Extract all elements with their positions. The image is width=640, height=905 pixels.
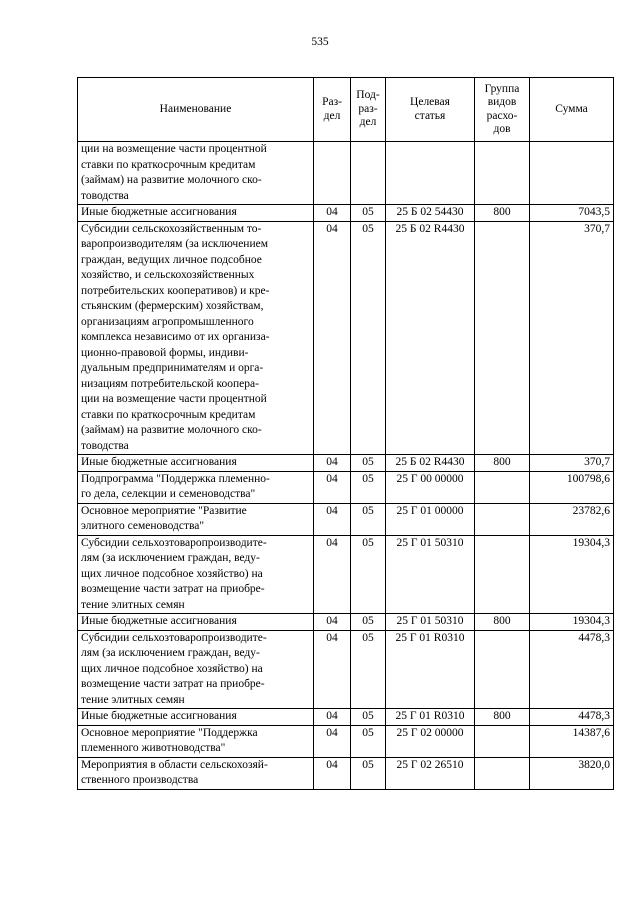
name-line: Субсидии сельхозтоваропроизводите-: [81, 536, 267, 549]
name-line: ции на возмещение части процентной: [81, 143, 267, 155]
name-line: Субсидии сельхозтоваропроизводите-: [81, 631, 267, 644]
table-row: [78, 221, 614, 455]
cell-target-article: 25 Г 02 00000: [386, 725, 475, 757]
cell-subsection: 05: [351, 221, 386, 455]
cell-expense-group: 800: [475, 614, 530, 631]
cell-name: [78, 630, 314, 709]
name-line: дуальным предпринимателям и орга-: [81, 362, 264, 374]
table-row: [78, 205, 614, 222]
header-name: Наименование: [78, 78, 314, 142]
cell-expense-group: [475, 757, 530, 789]
cell-section: 04: [314, 221, 351, 455]
name-line: ционно-правовой формы, индиви-: [81, 346, 249, 359]
name-line: лям (за исключением граждан, веду-: [81, 647, 260, 659]
page-number: 535: [311, 36, 329, 48]
table-row: [78, 630, 614, 709]
cell-subsection: 05: [351, 725, 386, 757]
cell-expense-group: [475, 725, 530, 757]
cell-name: [78, 205, 314, 222]
cell-amount: 19304,3: [530, 614, 614, 631]
cell-amount: 19304,3: [530, 535, 614, 614]
cell-subsection: [351, 142, 386, 205]
cell-subsection: 05: [351, 471, 386, 503]
name-line: Иные бюджетные ассигнования: [81, 456, 237, 468]
table-body: [78, 142, 614, 790]
name-line: комплекса независимо от их организа-: [81, 331, 270, 343]
name-line: (займам) на развитие молочного ско-: [81, 174, 262, 186]
cell-target-article: 25 Г 01 R0310: [386, 630, 475, 709]
cell-section: [314, 142, 351, 205]
cell-section: 04: [314, 471, 351, 503]
name-line: ставки по краткосрочным кредитам: [81, 158, 256, 171]
cell-target-article: 25 Г 01 50310: [386, 614, 475, 631]
cell-subsection: 05: [351, 205, 386, 222]
cell-subsection: 05: [351, 455, 386, 472]
cell-section: 04: [314, 725, 351, 757]
cell-name: [78, 725, 314, 757]
cell-amount: 14387,6: [530, 725, 614, 757]
cell-target-article: 25 Г 01 00000: [386, 503, 475, 535]
name-line: Иные бюджетные ассигнования: [81, 206, 237, 218]
name-line: Иные бюджетные ассигнования: [81, 710, 237, 722]
header-expense-group: Группа видов расхо- дов: [475, 78, 530, 142]
cell-name: [78, 221, 314, 455]
name-line: хозяйство, и сельскохозяйственных: [81, 269, 255, 281]
cell-subsection: 05: [351, 757, 386, 789]
cell-section: 04: [314, 630, 351, 709]
header-section: Раз- дел: [314, 78, 351, 142]
cell-amount: 100798,6: [530, 471, 614, 503]
cell-section: 04: [314, 757, 351, 789]
cell-subsection: 05: [351, 614, 386, 631]
cell-amount: 370,7: [530, 221, 614, 455]
cell-expense-group: 800: [475, 709, 530, 726]
table-row: [78, 455, 614, 472]
name-line: ственного производства: [81, 774, 199, 786]
cell-name: [78, 709, 314, 726]
table-row: [78, 614, 614, 631]
name-line: щих личное подсобное хозяйство) на: [81, 662, 263, 675]
budget-table: [77, 77, 614, 790]
name-line: потребительских кооперативов) и кре-: [81, 284, 270, 297]
cell-target-article: 25 Г 02 26510: [386, 757, 475, 789]
name-line: ставки по краткосрочным кредитам: [81, 408, 256, 421]
cell-expense-group: [475, 535, 530, 614]
cell-target-article: [386, 142, 475, 205]
name-line: низациям потребительской коопера-: [81, 377, 259, 390]
table-row: [78, 503, 614, 535]
table-row: [78, 535, 614, 614]
cell-target-article: 25 Г 01 50310: [386, 535, 475, 614]
name-line: Основное мероприятие "Развитие: [81, 504, 247, 517]
cell-expense-group: [475, 503, 530, 535]
table-row: [78, 725, 614, 757]
name-line: лям (за исключением граждан, веду-: [81, 552, 260, 564]
cell-amount: 370,7: [530, 455, 614, 472]
name-line: возмещение части затрат на приобре-: [81, 583, 265, 595]
cell-target-article: 25 Б 02 R4430: [386, 221, 475, 455]
cell-amount: 4478,3: [530, 630, 614, 709]
cell-target-article: 25 Б 02 54430: [386, 205, 475, 222]
cell-name: [78, 757, 314, 789]
name-line: организациям агропромышленного: [81, 315, 254, 328]
cell-subsection: 05: [351, 630, 386, 709]
name-line: племенного животноводства": [81, 742, 226, 754]
cell-name: [78, 503, 314, 535]
cell-target-article: 25 Г 01 R0310: [386, 709, 475, 726]
cell-section: 04: [314, 535, 351, 614]
cell-expense-group: [475, 630, 530, 709]
cell-subsection: 05: [351, 709, 386, 726]
cell-section: 04: [314, 503, 351, 535]
cell-expense-group: 800: [475, 455, 530, 472]
name-line: (займам) на развитие молочного ско-: [81, 424, 262, 436]
name-line: товодства: [81, 439, 129, 452]
cell-expense-group: 800: [475, 205, 530, 222]
name-line: элитного семеноводства": [81, 520, 205, 532]
cell-subsection: 05: [351, 503, 386, 535]
name-line: Подпрограмма "Поддержка племенно-: [81, 472, 270, 485]
name-line: го дела, селекции и семеноводства": [81, 488, 256, 500]
name-line: возмещение части затрат на приобре-: [81, 678, 265, 690]
cell-expense-group: [475, 221, 530, 455]
name-line: товодства: [81, 189, 129, 202]
name-line: щих личное подсобное хозяйство) на: [81, 567, 263, 580]
table-row: [78, 471, 614, 503]
table-header: [78, 78, 614, 142]
cell-amount: 7043,5: [530, 205, 614, 222]
cell-expense-group: [475, 142, 530, 205]
table-row: [78, 142, 614, 205]
cell-amount: [530, 142, 614, 205]
name-line: варопроизводителям (за исключением: [81, 238, 268, 250]
cell-target-article: 25 Б 02 R4430: [386, 455, 475, 472]
cell-amount: 23782,6: [530, 503, 614, 535]
cell-section: 04: [314, 614, 351, 631]
cell-subsection: 05: [351, 535, 386, 614]
header-target-article: Целевая статья: [386, 78, 475, 142]
cell-name: [78, 142, 314, 205]
header-amount: Сумма: [530, 78, 614, 142]
name-line: стьянским (фермерским) хозяйствам,: [81, 300, 264, 312]
name-line: Иные бюджетные ассигнования: [81, 615, 237, 627]
name-line: Субсидии сельскохозяйственным то-: [81, 222, 262, 235]
name-line: Мероприятия в области сельскохозяй-: [81, 758, 268, 771]
header-subsection: Под- раз- дел: [351, 78, 386, 142]
name-line: граждан, ведущих личное подсобное: [81, 253, 262, 266]
table-row: [78, 709, 614, 726]
table-row: [78, 757, 614, 789]
cell-amount: 3820,0: [530, 757, 614, 789]
cell-name: [78, 535, 314, 614]
name-line: ции на возмещение части процентной: [81, 393, 267, 405]
cell-expense-group: [475, 471, 530, 503]
name-line: Основное мероприятие "Поддержка: [81, 726, 258, 739]
name-line: тение элитных семян: [81, 598, 185, 611]
cell-name: [78, 614, 314, 631]
cell-name: [78, 455, 314, 472]
name-line: тение элитных семян: [81, 693, 185, 706]
cell-target-article: 25 Г 00 00000: [386, 471, 475, 503]
cell-amount: 4478,3: [530, 709, 614, 726]
cell-section: 04: [314, 455, 351, 472]
cell-section: 04: [314, 205, 351, 222]
cell-section: 04: [314, 709, 351, 726]
cell-name: [78, 471, 314, 503]
